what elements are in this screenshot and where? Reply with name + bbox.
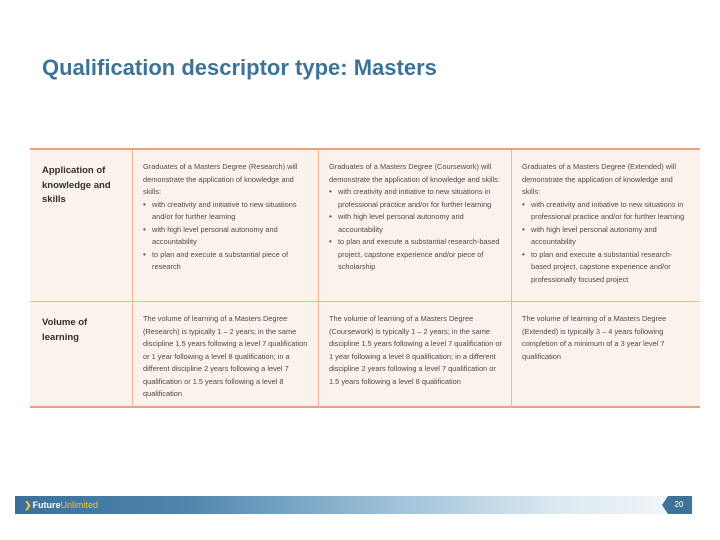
logo-text-unlimited: Unlimited <box>60 500 99 510</box>
logo-text-future: Future <box>32 500 61 510</box>
slide-title: Qualification descriptor type: Masters <box>42 55 437 80</box>
qualification-descriptor-table <box>30 148 700 408</box>
cell-text: The volume of learning of a Masters Degree (Research) is typically 1 – 2 years; in the same discipline 1.5 years following a level 7 qualification or 1 year following a level 8 qualification; in a different discipline 2 years following a level 7 qualification or 1.5 years following a level 8 qualification <box>143 314 308 398</box>
bullet-item: • with high level personal autonomy and accountability <box>329 211 503 236</box>
future-unlimited-logo <box>24 499 98 511</box>
cell-intro: Graduates of a Masters Degree (Research) will demonstrate the application of knowledge and skills: <box>143 162 298 196</box>
footer-bar <box>15 496 695 514</box>
bullet-item: • to plan and execute a substantial research-based project, capstone experience and/or professionally focused project <box>522 249 692 287</box>
row-header-volume: Volume of learning <box>30 301 132 408</box>
bullet-item: • with high level personal autonomy and accountability <box>522 224 692 249</box>
bullet-list <box>143 199 310 274</box>
cell-text: The volume of learning of a Masters Degree (Coursework) is typically 1 – 2 years; in the same discipline 1.5 years following a level 7 qualification or 1 year following a level 8 qualification; in a different discipline 2 years following a level 7 qualification or 1.5 years following a level 8 qualification <box>329 314 502 386</box>
cell-research-volume <box>132 301 318 408</box>
page-number: 20 <box>674 500 684 509</box>
cell-extended-volume <box>511 301 700 408</box>
bullet-item: • to plan and execute a substantial piece of research <box>143 249 310 274</box>
chevron-right-icon: ❯ <box>24 500 32 510</box>
cell-intro: Graduates of a Masters Degree (Coursework) will demonstrate the application of knowledge and skills: <box>329 162 500 184</box>
bullet-item: • with creativity and initiative to new situations in professional practice and/or for further learning <box>329 186 503 211</box>
cell-research-application <box>132 150 318 301</box>
bullet-list <box>329 186 503 274</box>
bullet-item: • with high level personal autonomy and accountability <box>143 224 310 249</box>
cell-text: The volume of learning of a Masters Degree (Extended) is typically 3 – 4 years following completion of a minimum of a 3 year level 7 qualification <box>522 314 667 361</box>
cell-coursework-application <box>318 150 511 301</box>
cell-coursework-volume <box>318 301 511 408</box>
bullet-item: • with creativity and initiative to new situations in professional practice and/or for further learning <box>522 199 692 224</box>
cell-intro: Graduates of a Masters Degree (Extended) will demonstrate the application of knowledge and skills: <box>522 162 677 196</box>
row-header-application: Application of knowledge and skills <box>42 165 111 205</box>
bullet-item: • with creativity and initiative to new situations and/or for further learning <box>143 199 310 224</box>
bullet-list <box>522 199 692 287</box>
cell-extended-application <box>511 150 700 301</box>
bullet-item: • to plan and execute a substantial research-based project, capstone experience and/or piece of scholarship <box>329 236 503 274</box>
